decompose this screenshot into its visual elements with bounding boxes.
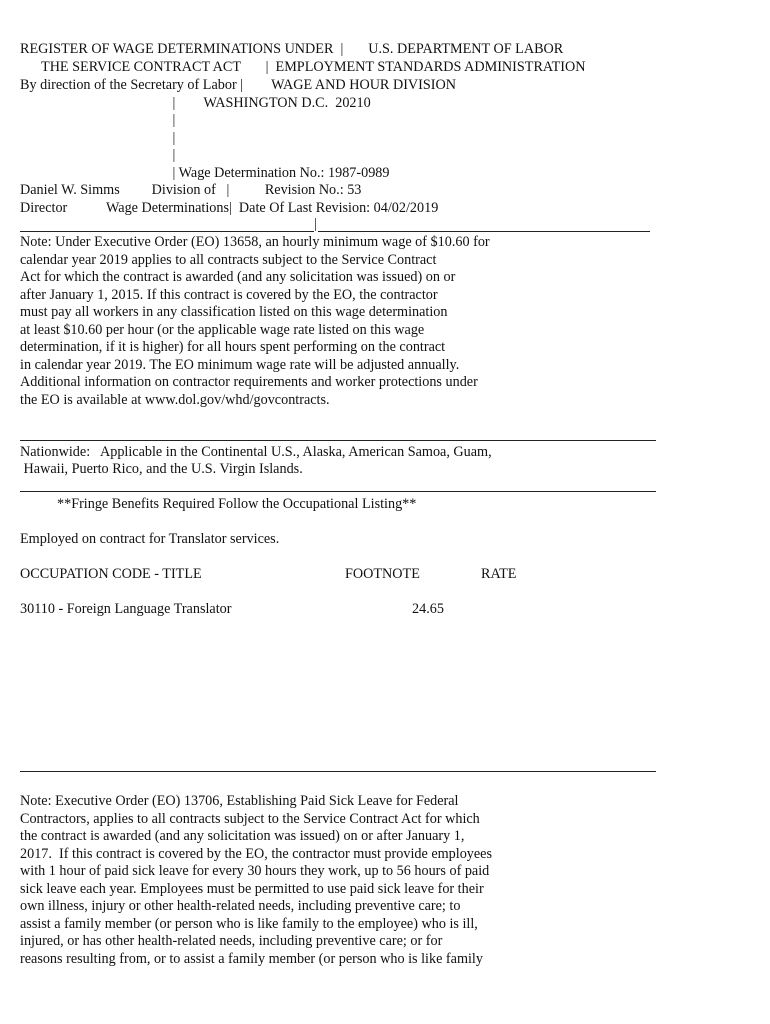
column-header-footnote: FOOTNOTE [345, 566, 420, 582]
note-line: 2017. If this contract is covered by the EO, the contractor must provide employees [20, 846, 492, 862]
header-line: | WASHINGTON D.C. 20210 [20, 95, 371, 111]
note-line: Note: Under Executive Order (EO) 13658, an hourly minimum wage of $10.60 for [20, 234, 490, 250]
note-line: Act for which the contract is awarded (and any solicitation was issued) on or [20, 269, 456, 285]
header-line: By direction of the Secretary of Labor | WAGE AND HOUR DIVISION [20, 77, 456, 93]
applicability-line: Nationwide: Applicable in the Continental U.S., Alaska, American Samoa, Guam, [20, 444, 492, 460]
employed-on-text: Employed on contract for Translator services. [20, 531, 280, 547]
note-line: reasons resulting from, or to assist a family member (or person who is like family [20, 951, 483, 967]
note-line: Additional information on contractor requirements and worker protections under [20, 374, 478, 390]
applicability-line: Hawaii, Puerto Rico, and the U.S. Virgin Islands. [20, 461, 303, 477]
header-line: | [20, 130, 176, 146]
section-divider [20, 491, 656, 492]
note-line: the EO is available at www.dol.gov/whd/govcontracts. [20, 392, 330, 408]
column-header-occupation: OCCUPATION CODE - TITLE [20, 566, 202, 582]
note-line: at least $10.60 per hour (or the applicable wage rate listed on this wage [20, 322, 425, 338]
note-line: own illness, injury or other health-related needs, including preventive care; to [20, 898, 461, 914]
note-line: in calendar year 2019. The EO minimum wage rate will be adjusted annually. [20, 357, 460, 373]
fringe-benefits-note: **Fringe Benefits Required Follow the Occupational Listing** [57, 496, 417, 512]
header-line: THE SERVICE CONTRACT ACT | EMPLOYMENT STANDARDS ADMINISTRATION [20, 59, 586, 75]
header-divider-left [20, 231, 314, 232]
note-line: with 1 hour of paid sick leave for every 30 hours they work, up to 56 hours of paid [20, 863, 490, 879]
occupation-cell: 30110 - Foreign Language Translator [20, 601, 232, 617]
header-line: REGISTER OF WAGE DETERMINATIONS UNDER | U.S. DEPARTMENT OF LABOR [20, 41, 564, 57]
note-line: Note: Executive Order (EO) 13706, Establishing Paid Sick Leave for Federal [20, 793, 459, 809]
column-header-rate: RATE [481, 566, 517, 582]
signatory-line: Daniel W. Simms Division of | Revision No.: 53 [20, 182, 362, 198]
header-line: | [20, 147, 176, 163]
header-divider-right [318, 231, 650, 232]
rate-cell: 24.65 [412, 601, 444, 617]
note-line: sick leave each year. Employees must be permitted to use paid sick leave for their [20, 881, 484, 897]
note-line: injured, or has other health-related needs, including preventive care; or for [20, 933, 443, 949]
note-line: determination, if it is higher) for all hours spent performing on the contract [20, 339, 446, 355]
header-divider-mid: | [314, 216, 317, 232]
note-line: assist a family member (or person who is like family to the employee) who is ill, [20, 916, 478, 932]
section-divider [20, 440, 656, 441]
header-line: | [20, 112, 176, 128]
note-line: must pay all workers in any classification listed on this wage determination [20, 304, 448, 320]
section-divider [20, 771, 656, 772]
note-line: calendar year 2019 applies to all contracts subject to the Service Contract [20, 252, 437, 268]
signatory-title-line: Director Wage Determinations| Date Of Last Revision: 04/02/2019 [20, 200, 439, 216]
note-line: Contractors, applies to all contracts subject to the Service Contract Act for which [20, 811, 480, 827]
wage-determination-number: | Wage Determination No.: 1987-0989 [20, 165, 390, 181]
note-line: the contract is awarded (and any solicitation was issued) on or after January 1, [20, 828, 465, 844]
note-line: after January 1, 2015. If this contract is covered by the EO, the contractor [20, 287, 438, 303]
